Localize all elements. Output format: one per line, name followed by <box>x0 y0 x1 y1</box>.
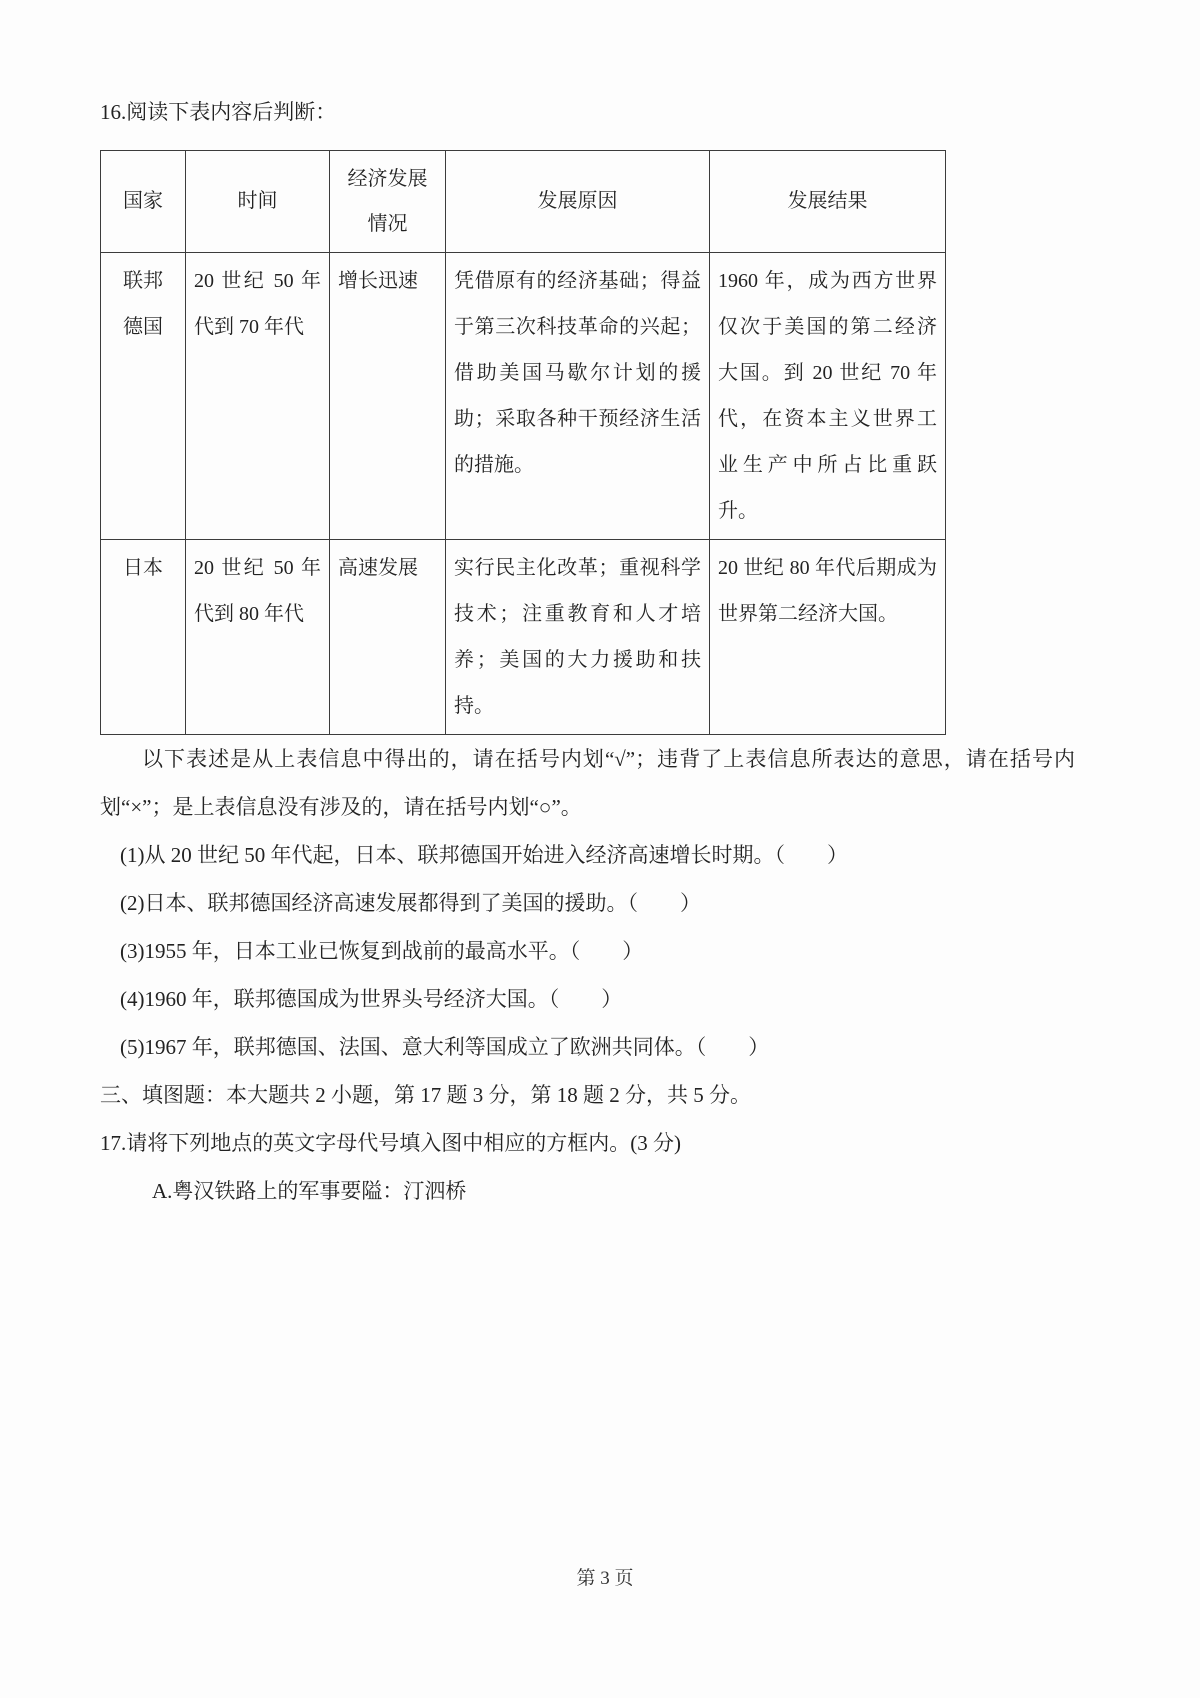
cell-germany-reasons: 凭借原有的经济基础；得益于第三次科技革命的兴起；借助美国马歇尔计划的援助；采取各种干预经济生活的措施。 <box>446 253 710 540</box>
judgment-item-2: (2)日本、联邦德国经济高速发展都得到了美国的援助。（ ） <box>120 891 701 915</box>
cell-germany-period: 20 世纪 50 年代到 70 年代 <box>186 253 330 540</box>
economy-table <box>100 150 946 735</box>
cell-japan-country: 日本 <box>101 540 186 735</box>
judgment-item-3: (3)1955 年，日本工业已恢复到战前的最高水平。（ ） <box>120 939 644 963</box>
header-cell-situation: 经济发展情况 <box>330 151 446 253</box>
question17-title: 17.请将下列地点的英文字母代号填入图中相应的方框内。(3 分) <box>100 1131 681 1155</box>
header-cell-country: 国家 <box>101 151 186 253</box>
header-cell-period: 时间 <box>186 151 330 253</box>
header-cell-reasons: 发展原因 <box>446 151 710 253</box>
cell-japan-results: 20 世纪 80 年代后期成为世界第二经济大国。 <box>710 540 946 735</box>
cell-germany-results: 1960 年，成为西方世界仅次于美国的第二经济大国。到 20 世纪 70 年代，在资本主义世界工业生产中所占比重跃升。 <box>710 253 946 540</box>
header-cell-results: 发展结果 <box>710 151 946 253</box>
cell-japan-situation: 高速发展 <box>330 540 446 735</box>
section3-heading: 三、填图题：本大题共 2 小题，第 17 题 3 分，第 18 题 2 分，共 5 分。 <box>100 1083 751 1107</box>
judgment-item-5: (5)1967 年，联邦德国、法国、意大利等国成立了欧洲共同体。（ ） <box>120 1035 770 1059</box>
question17-item-a: A.粤汉铁路上的军事要隘：汀泗桥 <box>152 1179 467 1203</box>
cell-japan-reasons: 实行民主化改革；重视科学技术；注重教育和人才培养；美国的大力援助和扶持。 <box>446 540 710 735</box>
table-row-japan <box>101 540 946 735</box>
judgment-instructions: 以下表述是从上表信息中得出的，请在括号内划“√”；违背了上表信息所表达的意思，请在括号内划“×”；是上表信息没有涉及的，请在括号内划“○”。 <box>100 747 1075 819</box>
judgment-item-1: (1)从 20 世纪 50 年代起，日本、联邦德国开始进入经济高速增长时期。（ ） <box>120 843 848 867</box>
table-header-row <box>101 151 946 253</box>
question16-title: 16.阅读下表内容后判断： <box>100 100 337 124</box>
cell-germany-situation: 增长迅速 <box>330 253 446 540</box>
cell-germany-country: 联邦德国 <box>101 253 186 540</box>
page-number: 第 3 页 <box>576 1568 634 1589</box>
table-row-germany <box>101 253 946 540</box>
content-area <box>100 96 1110 1215</box>
cell-japan-period: 20 世纪 50 年代到 80 年代 <box>186 540 330 735</box>
judgment-item-4: (4)1960 年，联邦德国成为世界头号经济大国。（ ） <box>120 987 623 1011</box>
